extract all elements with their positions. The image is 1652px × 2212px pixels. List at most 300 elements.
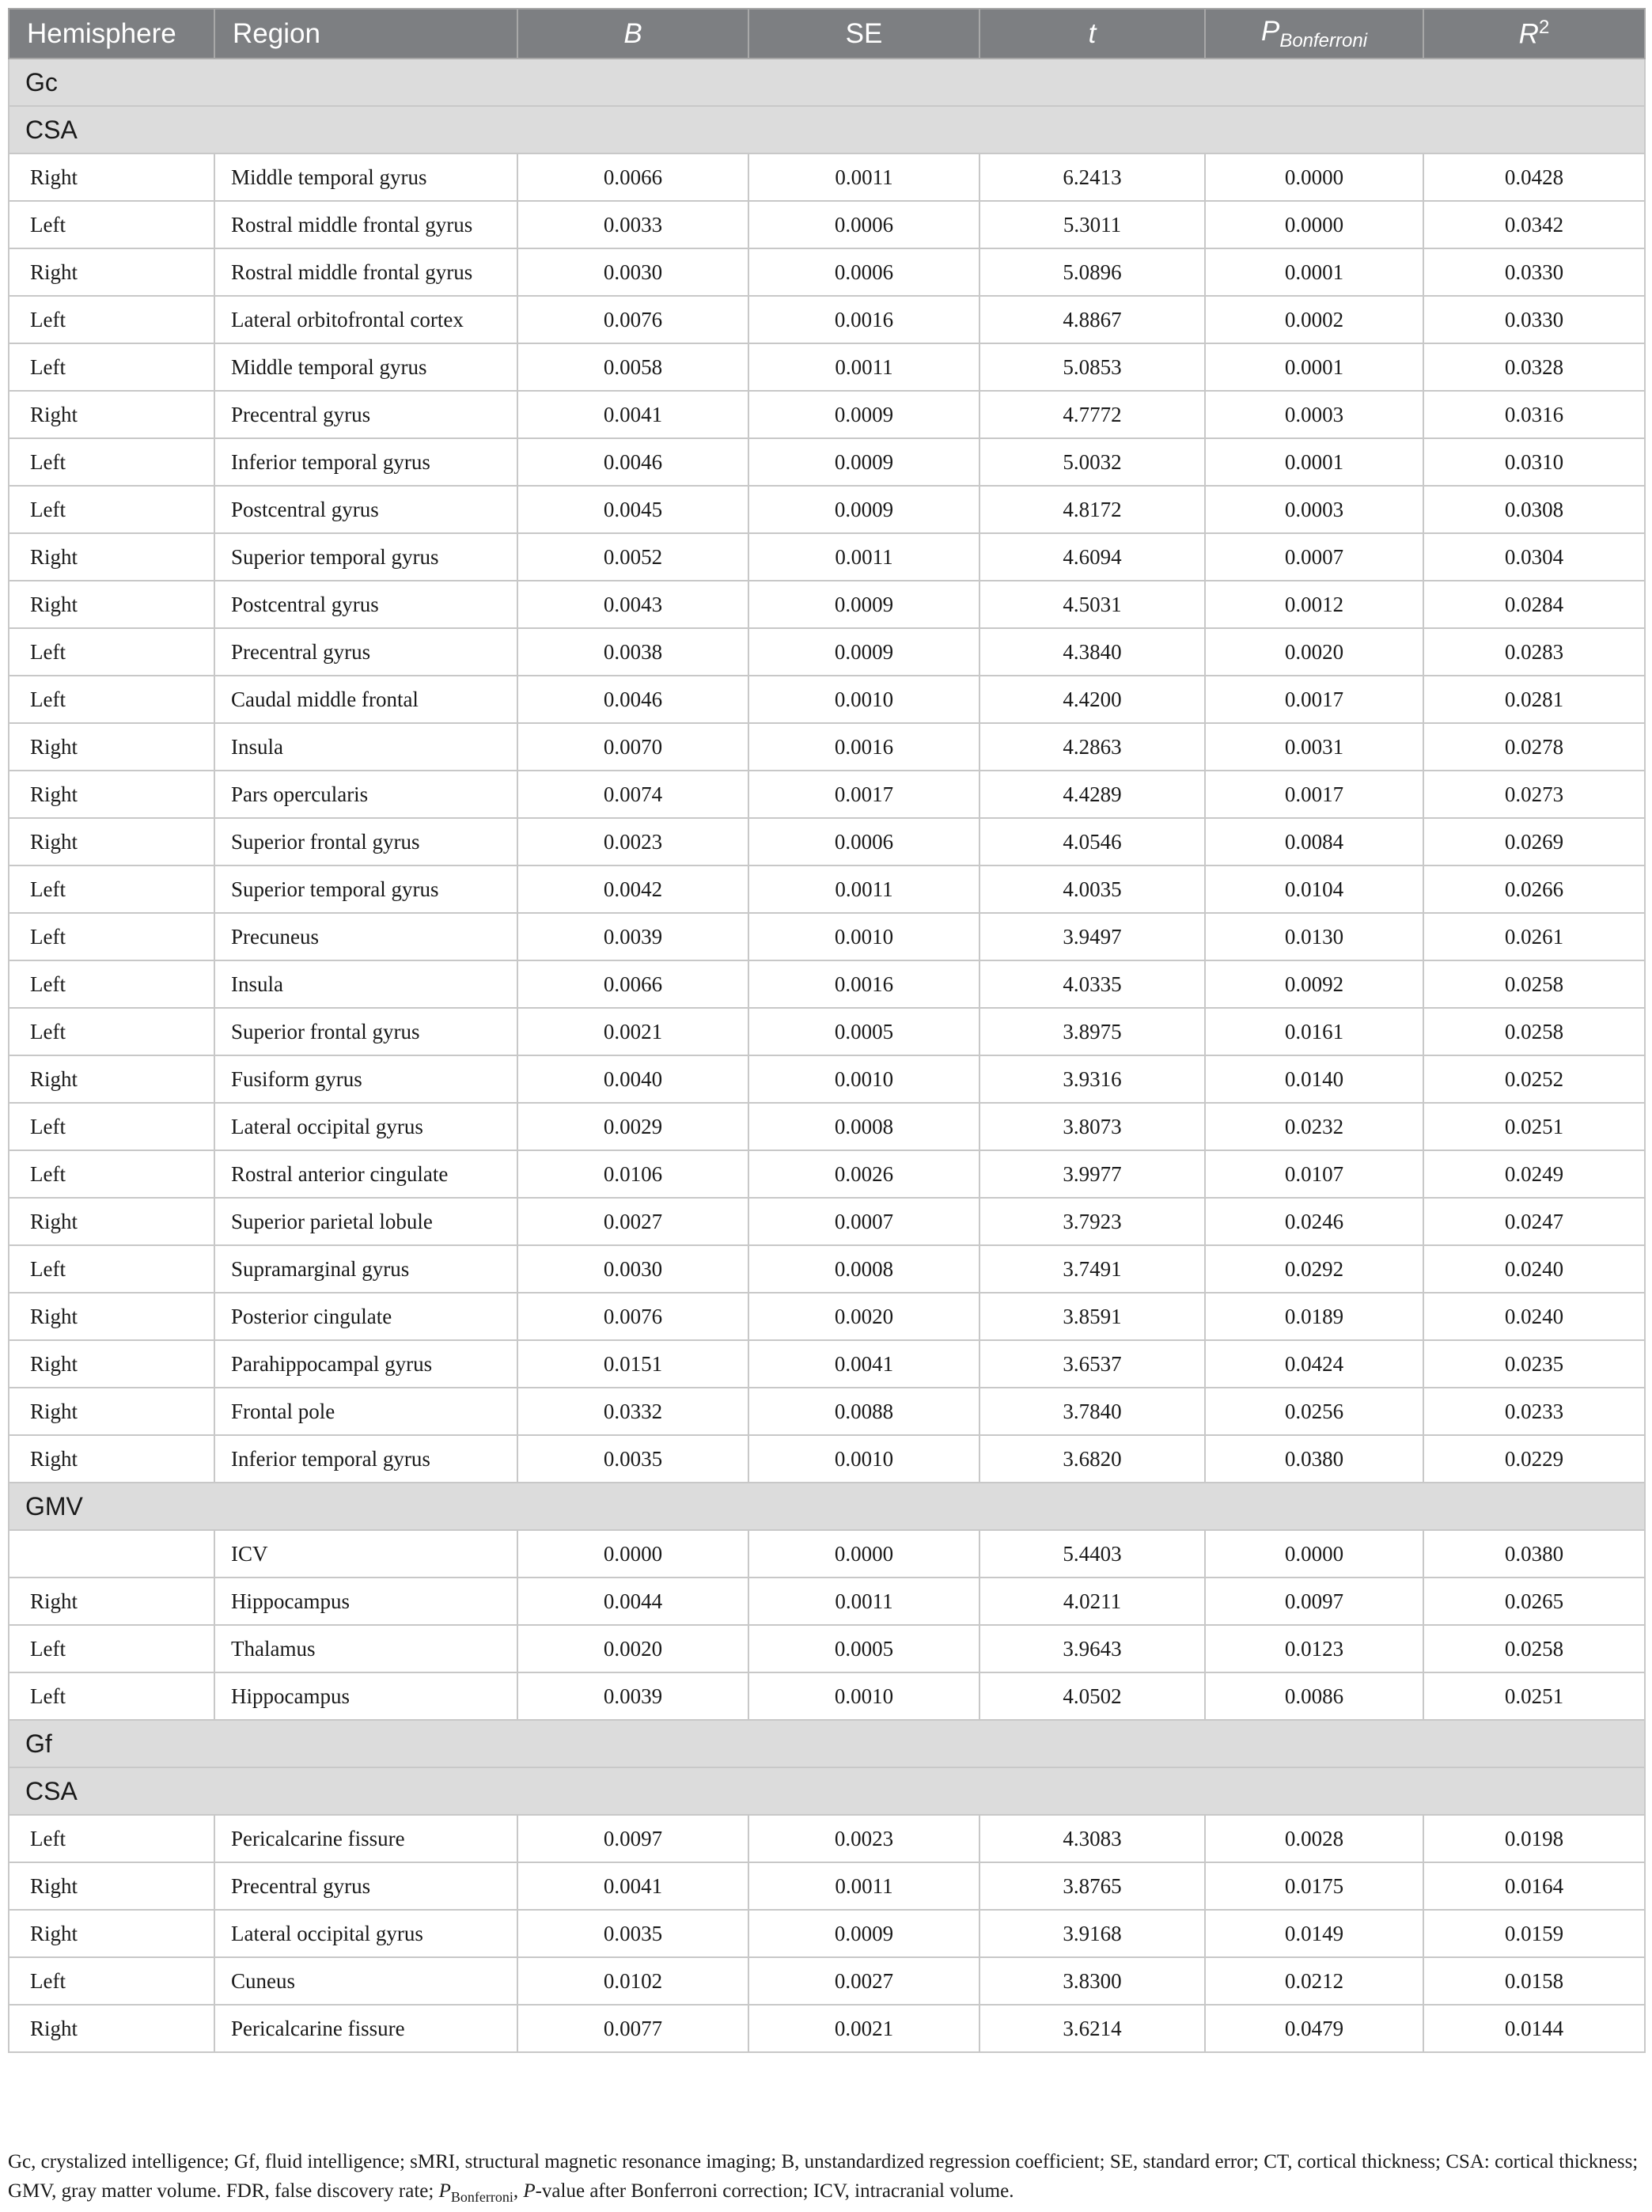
cell-b: 0.0046	[517, 438, 748, 486]
cell-hemisphere: Right	[9, 818, 214, 865]
cell-se: 0.0006	[748, 818, 979, 865]
cell-t: 4.7772	[979, 391, 1205, 438]
cell-hemisphere: Right	[9, 1293, 214, 1340]
cell-region: Parahippocampal gyrus	[214, 1340, 517, 1388]
footnote-p-subscript: Bonferroni	[450, 2189, 513, 2205]
cell-t: 4.0335	[979, 960, 1205, 1008]
cell-b: 0.0033	[517, 201, 748, 248]
cell-b: 0.0038	[517, 628, 748, 676]
cell-region: Hippocampus	[214, 1672, 517, 1720]
table-row	[9, 1957, 1645, 2005]
table-row	[9, 533, 1645, 581]
measure-label: CSA	[9, 106, 1645, 153]
cell-t: 4.4200	[979, 676, 1205, 723]
cell-region: Rostral anterior cingulate	[214, 1150, 517, 1198]
cell-b: 0.0070	[517, 723, 748, 771]
cell-p-bonferroni: 0.0097	[1205, 1578, 1423, 1625]
cell-b: 0.0066	[517, 960, 748, 1008]
table-row	[9, 676, 1645, 723]
cell-r2: 0.0281	[1423, 676, 1645, 723]
table-row	[9, 1388, 1645, 1435]
cell-t: 3.8591	[979, 1293, 1205, 1340]
footnote-text-1: Gc, crystalized intelligence; Gf, fluid intelligence; sMRI, structural magnetic resonance imaging; B, unstandardized regression coefficient; SE, standard error; CT, cortical thickness; CSA: cortical thickness; GMV, gray matter volume. FDR, false discovery rate;	[8, 2151, 1639, 2202]
cell-b: 0.0066	[517, 153, 748, 201]
table-row	[9, 2005, 1645, 2052]
cell-p-bonferroni: 0.0001	[1205, 343, 1423, 391]
cell-hemisphere: Left	[9, 676, 214, 723]
cell-r2: 0.0233	[1423, 1388, 1645, 1435]
section-row-measure	[9, 106, 1645, 153]
cell-r2: 0.0164	[1423, 1862, 1645, 1910]
cell-region: Rostral middle frontal gyrus	[214, 201, 517, 248]
cell-p-bonferroni: 0.0000	[1205, 153, 1423, 201]
table-row	[9, 1530, 1645, 1578]
header-r2	[1423, 9, 1645, 59]
cell-p-bonferroni: 0.0007	[1205, 533, 1423, 581]
cell-b: 0.0106	[517, 1150, 748, 1198]
cell-t: 3.8073	[979, 1103, 1205, 1150]
cell-region: Superior frontal gyrus	[214, 818, 517, 865]
cell-r2: 0.0328	[1423, 343, 1645, 391]
cell-r2: 0.0266	[1423, 865, 1645, 913]
cell-b: 0.0052	[517, 533, 748, 581]
header-t	[979, 9, 1205, 59]
cell-r2: 0.0159	[1423, 1910, 1645, 1957]
cell-t: 4.8172	[979, 486, 1205, 533]
cell-b: 0.0021	[517, 1008, 748, 1055]
cell-b: 0.0030	[517, 248, 748, 296]
cell-p-bonferroni: 0.0232	[1205, 1103, 1423, 1150]
table-row	[9, 628, 1645, 676]
cell-se: 0.0041	[748, 1340, 979, 1388]
table-row	[9, 201, 1645, 248]
cell-r2: 0.0330	[1423, 248, 1645, 296]
cell-region: Rostral middle frontal gyrus	[214, 248, 517, 296]
cell-p-bonferroni: 0.0028	[1205, 1815, 1423, 1862]
cell-t: 3.9643	[979, 1625, 1205, 1672]
cell-region: Superior frontal gyrus	[214, 1008, 517, 1055]
cell-r2: 0.0251	[1423, 1672, 1645, 1720]
results-table	[8, 8, 1646, 2053]
cell-se: 0.0009	[748, 486, 979, 533]
cell-p-bonferroni: 0.0084	[1205, 818, 1423, 865]
cell-r2: 0.0252	[1423, 1055, 1645, 1103]
cell-r2: 0.0261	[1423, 913, 1645, 960]
cell-p-bonferroni: 0.0000	[1205, 1530, 1423, 1578]
table-row	[9, 1340, 1645, 1388]
cell-r2: 0.0304	[1423, 533, 1645, 581]
cell-r2: 0.0258	[1423, 1625, 1645, 1672]
measure-label: CSA	[9, 1767, 1645, 1815]
table-row	[9, 1435, 1645, 1483]
cell-hemisphere: Left	[9, 296, 214, 343]
table-row	[9, 771, 1645, 818]
cell-region: Superior temporal gyrus	[214, 533, 517, 581]
cell-p-bonferroni: 0.0123	[1205, 1625, 1423, 1672]
section-row-measure	[9, 1483, 1645, 1530]
cell-b: 0.0076	[517, 1293, 748, 1340]
cell-se: 0.0011	[748, 533, 979, 581]
cell-hemisphere: Left	[9, 1672, 214, 1720]
cell-se: 0.0010	[748, 1435, 979, 1483]
cell-se: 0.0021	[748, 2005, 979, 2052]
cell-r2: 0.0258	[1423, 1008, 1645, 1055]
cell-region: Thalamus	[214, 1625, 517, 1672]
cell-hemisphere: Left	[9, 960, 214, 1008]
cell-region: Inferior temporal gyrus	[214, 1435, 517, 1483]
footnote-text-3: -value after Bonferroni correction; ICV, intracranial volume.	[535, 2180, 1014, 2202]
cell-hemisphere: Right	[9, 2005, 214, 2052]
cell-hemisphere: Left	[9, 438, 214, 486]
footnote-p-bonferroni	[438, 2180, 513, 2205]
cell-t: 4.3840	[979, 628, 1205, 676]
cell-se: 0.0011	[748, 1862, 979, 1910]
cell-se: 0.0007	[748, 1198, 979, 1245]
cell-t: 3.8765	[979, 1862, 1205, 1910]
group-label: Gc	[9, 59, 1645, 106]
cell-hemisphere: Left	[9, 343, 214, 391]
cell-hemisphere: Left	[9, 201, 214, 248]
cell-region: Pericalcarine fissure	[214, 1815, 517, 1862]
cell-b: 0.0077	[517, 2005, 748, 2052]
cell-r2: 0.0428	[1423, 153, 1645, 201]
cell-se: 0.0010	[748, 676, 979, 723]
cell-region: Hippocampus	[214, 1578, 517, 1625]
cell-p-bonferroni: 0.0003	[1205, 486, 1423, 533]
cell-r2: 0.0240	[1423, 1245, 1645, 1293]
cell-p-bonferroni: 0.0104	[1205, 865, 1423, 913]
cell-se: 0.0009	[748, 438, 979, 486]
cell-region: Precentral gyrus	[214, 391, 517, 438]
cell-p-bonferroni: 0.0001	[1205, 438, 1423, 486]
cell-t: 4.0035	[979, 865, 1205, 913]
cell-p-bonferroni: 0.0380	[1205, 1435, 1423, 1483]
cell-t: 3.9316	[979, 1055, 1205, 1103]
cell-se: 0.0088	[748, 1388, 979, 1435]
cell-hemisphere: Right	[9, 1910, 214, 1957]
cell-t: 4.0546	[979, 818, 1205, 865]
cell-region: Insula	[214, 960, 517, 1008]
cell-p-bonferroni: 0.0175	[1205, 1862, 1423, 1910]
section-row-measure	[9, 1767, 1645, 1815]
cell-b: 0.0035	[517, 1435, 748, 1483]
cell-region: Inferior temporal gyrus	[214, 438, 517, 486]
header-p-subscript: Bonferroni	[1279, 29, 1368, 51]
table-row	[9, 1055, 1645, 1103]
header-se: SE	[748, 9, 979, 59]
cell-b: 0.0046	[517, 676, 748, 723]
cell-r2: 0.0310	[1423, 438, 1645, 486]
cell-hemisphere: Right	[9, 248, 214, 296]
cell-hemisphere: Right	[9, 1862, 214, 1910]
cell-hemisphere: Right	[9, 153, 214, 201]
cell-se: 0.0016	[748, 723, 979, 771]
cell-t: 3.7840	[979, 1388, 1205, 1435]
cell-hemisphere: Left	[9, 913, 214, 960]
cell-t: 4.4289	[979, 771, 1205, 818]
table-row	[9, 865, 1645, 913]
table-row	[9, 296, 1645, 343]
cell-se: 0.0011	[748, 153, 979, 201]
footnote-text-2: ,	[513, 2180, 524, 2202]
section-row-group	[9, 59, 1645, 106]
cell-t: 5.0896	[979, 248, 1205, 296]
cell-r2: 0.0342	[1423, 201, 1645, 248]
cell-hemisphere: Right	[9, 1435, 214, 1483]
cell-r2: 0.0278	[1423, 723, 1645, 771]
cell-se: 0.0010	[748, 1055, 979, 1103]
cell-region: Superior temporal gyrus	[214, 865, 517, 913]
cell-hemisphere: Right	[9, 771, 214, 818]
cell-r2: 0.0235	[1423, 1340, 1645, 1388]
cell-t: 4.3083	[979, 1815, 1205, 1862]
table-row	[9, 391, 1645, 438]
table-row	[9, 1815, 1645, 1862]
cell-r2: 0.0284	[1423, 581, 1645, 628]
cell-se: 0.0011	[748, 865, 979, 913]
header-b-label: B	[623, 17, 642, 49]
table-row	[9, 1672, 1645, 1720]
section-row-group	[9, 1720, 1645, 1767]
cell-p-bonferroni: 0.0479	[1205, 2005, 1423, 2052]
cell-hemisphere: Right	[9, 1388, 214, 1435]
cell-se: 0.0008	[748, 1103, 979, 1150]
cell-hemisphere: Left	[9, 865, 214, 913]
cell-region: Middle temporal gyrus	[214, 153, 517, 201]
cell-p-bonferroni: 0.0130	[1205, 913, 1423, 960]
table-row	[9, 486, 1645, 533]
cell-p-bonferroni: 0.0292	[1205, 1245, 1423, 1293]
cell-p-bonferroni: 0.0424	[1205, 1340, 1423, 1388]
cell-t: 3.6537	[979, 1340, 1205, 1388]
cell-region: Postcentral gyrus	[214, 486, 517, 533]
table-row	[9, 723, 1645, 771]
table-row	[9, 1103, 1645, 1150]
table-row	[9, 960, 1645, 1008]
cell-hemisphere: Right	[9, 581, 214, 628]
cell-b: 0.0041	[517, 391, 748, 438]
cell-se: 0.0009	[748, 391, 979, 438]
cell-t: 5.3011	[979, 201, 1205, 248]
cell-b: 0.0042	[517, 865, 748, 913]
cell-r2: 0.0144	[1423, 2005, 1645, 2052]
cell-r2: 0.0249	[1423, 1150, 1645, 1198]
cell-region: Cuneus	[214, 1957, 517, 2005]
table-row	[9, 1008, 1645, 1055]
cell-t: 4.0211	[979, 1578, 1205, 1625]
table-row	[9, 1862, 1645, 1910]
cell-b: 0.0045	[517, 486, 748, 533]
cell-r2: 0.0330	[1423, 296, 1645, 343]
cell-b: 0.0039	[517, 1672, 748, 1720]
cell-se: 0.0010	[748, 913, 979, 960]
cell-b: 0.0027	[517, 1198, 748, 1245]
cell-t: 3.8975	[979, 1008, 1205, 1055]
cell-se: 0.0009	[748, 581, 979, 628]
cell-p-bonferroni: 0.0001	[1205, 248, 1423, 296]
cell-p-bonferroni: 0.0017	[1205, 676, 1423, 723]
results-table-container	[8, 8, 1644, 2053]
cell-t: 6.2413	[979, 153, 1205, 201]
group-label: Gf	[9, 1720, 1645, 1767]
table-row	[9, 1150, 1645, 1198]
cell-r2: 0.0158	[1423, 1957, 1645, 2005]
cell-b: 0.0151	[517, 1340, 748, 1388]
cell-hemisphere: Right	[9, 391, 214, 438]
cell-se: 0.0020	[748, 1293, 979, 1340]
cell-se: 0.0006	[748, 248, 979, 296]
cell-p-bonferroni: 0.0092	[1205, 960, 1423, 1008]
cell-p-bonferroni: 0.0086	[1205, 1672, 1423, 1720]
cell-b: 0.0097	[517, 1815, 748, 1862]
header-region: Region	[214, 9, 517, 59]
table-row	[9, 1293, 1645, 1340]
cell-r2: 0.0283	[1423, 628, 1645, 676]
cell-hemisphere: Right	[9, 1055, 214, 1103]
cell-r2: 0.0251	[1423, 1103, 1645, 1150]
table-row	[9, 581, 1645, 628]
cell-b: 0.0041	[517, 1862, 748, 1910]
cell-region: Supramarginal gyrus	[214, 1245, 517, 1293]
cell-t: 4.2863	[979, 723, 1205, 771]
cell-t: 3.9497	[979, 913, 1205, 960]
cell-p-bonferroni: 0.0020	[1205, 628, 1423, 676]
cell-p-bonferroni: 0.0212	[1205, 1957, 1423, 2005]
cell-p-bonferroni: 0.0000	[1205, 201, 1423, 248]
table-footnote	[8, 2147, 1644, 2212]
cell-se: 0.0010	[748, 1672, 979, 1720]
table-row	[9, 913, 1645, 960]
cell-b: 0.0029	[517, 1103, 748, 1150]
table-row	[9, 343, 1645, 391]
cell-t: 3.9168	[979, 1910, 1205, 1957]
cell-se: 0.0017	[748, 771, 979, 818]
table-row	[9, 1910, 1645, 1957]
cell-r2: 0.0247	[1423, 1198, 1645, 1245]
cell-se: 0.0005	[748, 1625, 979, 1672]
cell-region: Precentral gyrus	[214, 1862, 517, 1910]
table-row	[9, 153, 1645, 201]
cell-se: 0.0026	[748, 1150, 979, 1198]
footnote-p-label: P	[438, 2180, 451, 2202]
cell-r2: 0.0265	[1423, 1578, 1645, 1625]
cell-b: 0.0102	[517, 1957, 748, 2005]
cell-se: 0.0016	[748, 296, 979, 343]
cell-p-bonferroni: 0.0107	[1205, 1150, 1423, 1198]
cell-r2: 0.0380	[1423, 1530, 1645, 1578]
cell-region: Frontal pole	[214, 1388, 517, 1435]
cell-t: 4.0502	[979, 1672, 1205, 1720]
table-row	[9, 818, 1645, 865]
header-t-label: t	[1088, 17, 1097, 49]
cell-r2: 0.0240	[1423, 1293, 1645, 1340]
cell-region: Pars opercularis	[214, 771, 517, 818]
cell-p-bonferroni: 0.0003	[1205, 391, 1423, 438]
cell-t: 3.9977	[979, 1150, 1205, 1198]
cell-b: 0.0020	[517, 1625, 748, 1672]
header-b	[517, 9, 748, 59]
cell-hemisphere: Left	[9, 1957, 214, 2005]
table-header	[9, 9, 1645, 59]
cell-region: Lateral occipital gyrus	[214, 1103, 517, 1150]
cell-hemisphere: Right	[9, 533, 214, 581]
cell-r2: 0.0308	[1423, 486, 1645, 533]
cell-se: 0.0000	[748, 1530, 979, 1578]
header-p-label: P	[1260, 15, 1280, 47]
cell-r2: 0.0273	[1423, 771, 1645, 818]
header-r-superscript: 2	[1538, 17, 1550, 39]
cell-p-bonferroni: 0.0189	[1205, 1293, 1423, 1340]
cell-region: Fusiform gyrus	[214, 1055, 517, 1103]
table-row	[9, 1198, 1645, 1245]
cell-region: ICV	[214, 1530, 517, 1578]
cell-b: 0.0040	[517, 1055, 748, 1103]
cell-region: Lateral occipital gyrus	[214, 1910, 517, 1957]
cell-region: Superior parietal lobule	[214, 1198, 517, 1245]
cell-b: 0.0044	[517, 1578, 748, 1625]
cell-r2: 0.0269	[1423, 818, 1645, 865]
cell-se: 0.0006	[748, 201, 979, 248]
cell-t: 4.6094	[979, 533, 1205, 581]
cell-hemisphere: Left	[9, 1815, 214, 1862]
cell-p-bonferroni: 0.0161	[1205, 1008, 1423, 1055]
cell-hemisphere: Left	[9, 486, 214, 533]
cell-p-bonferroni: 0.0017	[1205, 771, 1423, 818]
cell-region: Precuneus	[214, 913, 517, 960]
cell-b: 0.0058	[517, 343, 748, 391]
cell-b: 0.0039	[517, 913, 748, 960]
cell-se: 0.0011	[748, 343, 979, 391]
cell-r2: 0.0198	[1423, 1815, 1645, 1862]
cell-b: 0.0076	[517, 296, 748, 343]
cell-b: 0.0043	[517, 581, 748, 628]
cell-hemisphere: Left	[9, 1625, 214, 1672]
cell-hemisphere: Left	[9, 1245, 214, 1293]
cell-region: Lateral orbitofrontal cortex	[214, 296, 517, 343]
cell-se: 0.0023	[748, 1815, 979, 1862]
cell-region: Postcentral gyrus	[214, 581, 517, 628]
cell-p-bonferroni: 0.0012	[1205, 581, 1423, 628]
table-row	[9, 1245, 1645, 1293]
cell-t: 5.0853	[979, 343, 1205, 391]
cell-region: Posterior cingulate	[214, 1293, 517, 1340]
table-row	[9, 248, 1645, 296]
cell-t: 5.0032	[979, 438, 1205, 486]
cell-p-bonferroni: 0.0256	[1205, 1388, 1423, 1435]
header-r-label: R	[1518, 18, 1539, 50]
cell-r2: 0.0316	[1423, 391, 1645, 438]
cell-hemisphere: Right	[9, 1340, 214, 1388]
cell-p-bonferroni: 0.0246	[1205, 1198, 1423, 1245]
cell-p-bonferroni: 0.0031	[1205, 723, 1423, 771]
cell-hemisphere: Left	[9, 1103, 214, 1150]
cell-hemisphere: Right	[9, 1578, 214, 1625]
table-row	[9, 438, 1645, 486]
cell-b: 0.0000	[517, 1530, 748, 1578]
cell-hemisphere	[9, 1530, 214, 1578]
cell-p-bonferroni: 0.0002	[1205, 296, 1423, 343]
cell-region: Caudal middle frontal	[214, 676, 517, 723]
cell-hemisphere: Right	[9, 723, 214, 771]
cell-hemisphere: Right	[9, 1198, 214, 1245]
table-row	[9, 1625, 1645, 1672]
cell-region: Precentral gyrus	[214, 628, 517, 676]
cell-hemisphere: Left	[9, 628, 214, 676]
cell-hemisphere: Left	[9, 1150, 214, 1198]
cell-b: 0.0074	[517, 771, 748, 818]
cell-t: 3.8300	[979, 1957, 1205, 2005]
cell-r2: 0.0258	[1423, 960, 1645, 1008]
